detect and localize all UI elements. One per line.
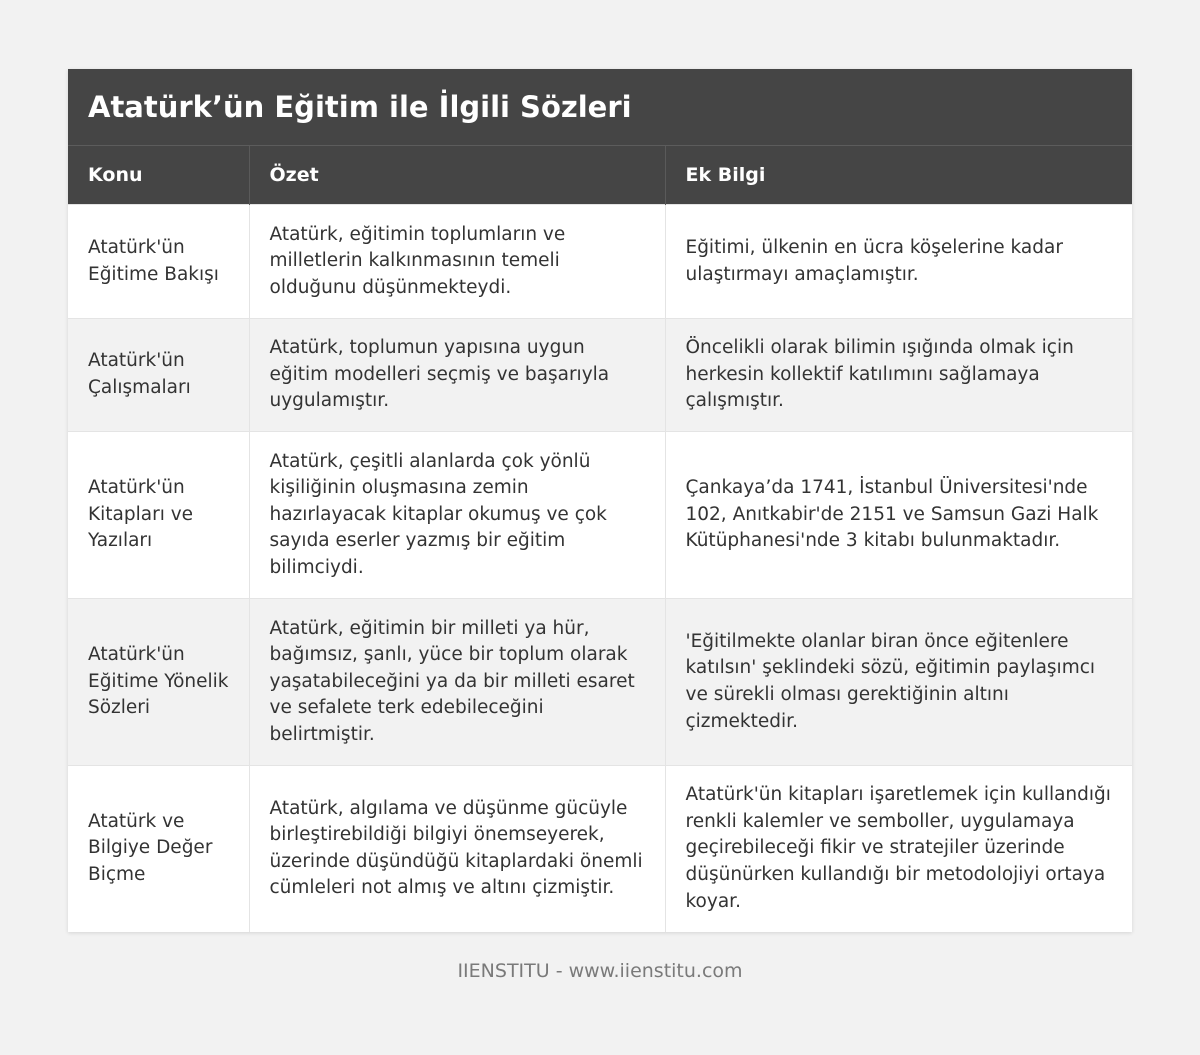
- table-card: [68, 69, 1132, 932]
- cell-ek-bilgi: 'Eğitilmekte olanlar biran önce eğitenlere katılsın' şeklindeki sözü, eğitimin paylaşımcı ve sürekli olması gerektiğinin altını çizmektedir.: [665, 599, 1132, 766]
- cell-konu: Atatürk ve Bilgiye Değer Biçme: [68, 766, 249, 932]
- table-title: Atatürk’ün Eğitim ile İlgili Sözleri: [68, 69, 1132, 145]
- cell-ozet: Atatürk, eğitimin toplumların ve milletlerin kalkınmasının temeli olduğunu düşünmekteydi.: [249, 205, 665, 319]
- cell-ek-bilgi: Atatürk'ün kitapları işaretlemek için kullandığı renkli kalemler ve semboller, uygulamaya geçirebileceği fikir ve stratejiler üzerinde düşünürken kullandığı bir metodolojiyi ortaya koyar.: [665, 766, 1132, 932]
- cell-ozet: Atatürk, eğitimin bir milleti ya hür, bağımsız, şanlı, yüce bir toplum olarak yaşatabileceğini ya da bir milleti esaret ve sefalete terk edebileceğini belirtmiştir.: [249, 599, 665, 766]
- cell-ozet: Atatürk, çeşitli alanlarda çok yönlü kişiliğinin oluşmasına zemin hazırlayacak kitaplar okumuş ve çok sayıda eserler yazmış bir eğitim bilimciydi.: [249, 432, 665, 599]
- column-header-konu: Konu: [68, 146, 249, 205]
- cell-ozet: Atatürk, algılama ve düşünme gücüyle birleştirebildiği bilgiyi önemseyerek, üzerinde düşündüğü kitaplardaki önemli cümleleri not almış ve altını çizmiştir.: [249, 766, 665, 932]
- cell-ek-bilgi: Öncelikli olarak bilimin ışığında olmak için herkesin kollektif katılımını sağlamaya çalışmıştır.: [665, 319, 1132, 432]
- cell-konu: Atatürk'ün Eğitime Bakışı: [68, 205, 249, 319]
- table-row: [68, 766, 1132, 932]
- cell-konu: Atatürk'ün Eğitime Yönelik Sözleri: [68, 599, 249, 766]
- cell-ozet: Atatürk, toplumun yapısına uygun eğitim modelleri seçmiş ve başarıyla uygulamıştır.: [249, 319, 665, 432]
- column-header-ek-bilgi: Ek Bilgi: [665, 146, 1132, 205]
- column-header-ozet: Özet: [249, 146, 665, 205]
- cell-ek-bilgi: Çankaya’da 1741, İstanbul Üniversitesi'nde 102, Anıtkabir'de 2151 ve Samsun Gazi Halk Kütüphanesi'nde 3 kitabı bulunmaktadır.: [665, 432, 1132, 599]
- cell-ek-bilgi: Eğitimi, ülkenin en ücra köşelerine kadar ulaştırmayı amaçlamıştır.: [665, 205, 1132, 319]
- footer-credit: IIENSTITU - www.iienstitu.com: [457, 960, 743, 982]
- table-row: [68, 319, 1132, 432]
- table-row: [68, 205, 1132, 319]
- cell-konu: Atatürk'ün Çalışmaları: [68, 319, 249, 432]
- data-table: [68, 145, 1132, 932]
- table-row: [68, 599, 1132, 766]
- cell-konu: Atatürk'ün Kitapları ve Yazıları: [68, 432, 249, 599]
- header-row: [68, 146, 1132, 205]
- table-row: [68, 432, 1132, 599]
